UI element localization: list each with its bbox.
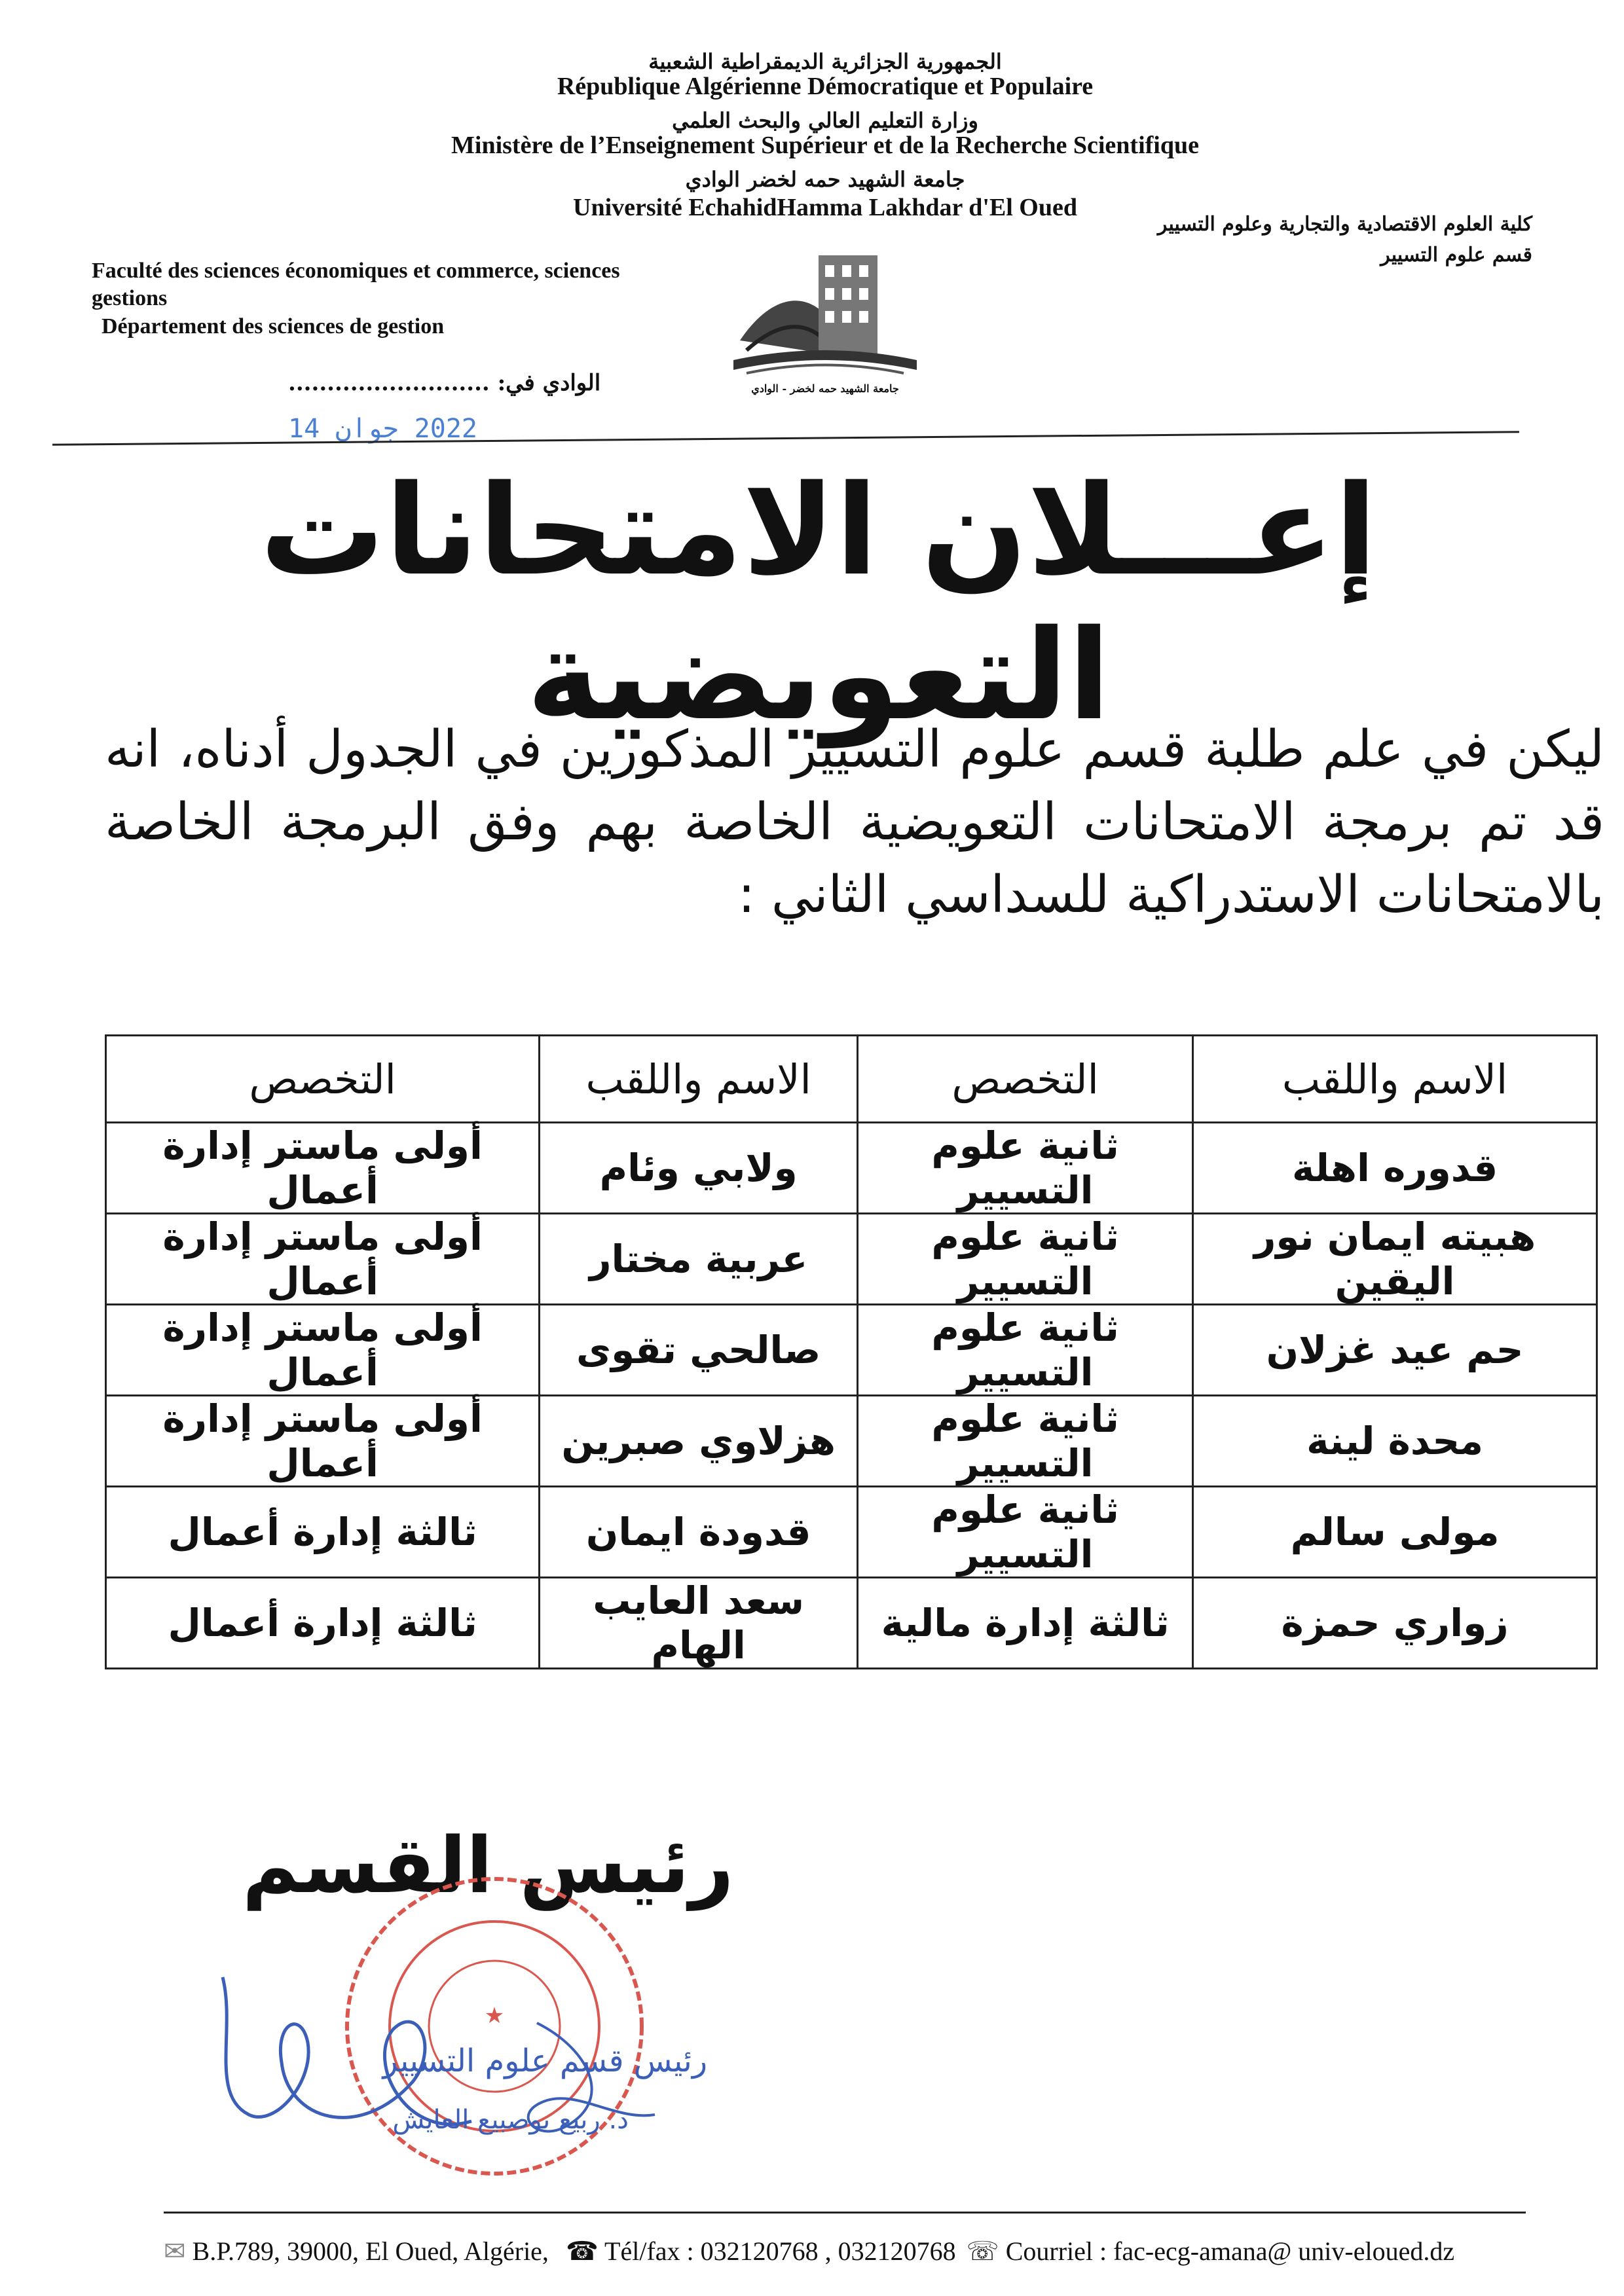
cell-name: صالحي تقوى [540,1305,858,1396]
university-logo [727,242,923,399]
header-name-1: الاسم واللقب [1193,1036,1597,1123]
signature-name-line-2: د. ربيع بوصبيع العايش [392,2105,629,2135]
footer [164,2236,1539,2267]
cell-name: مولى سالم [1193,1487,1597,1578]
header-name-2: الاسم واللقب [540,1036,858,1123]
mail-icon: ✉ [164,2236,186,2266]
header-divider [52,431,1519,446]
cell-name: قدودة ايمان [540,1487,858,1578]
date-stamp: 2022 جوان 14 [288,414,477,444]
cell-name: قدوره اهلة [1193,1123,1597,1214]
header-fr-republic: République Algérienne Démocratique et Populaire [557,73,1094,100]
phone-icon: ☎ [565,2236,599,2266]
table-row [106,1214,1597,1305]
cell-specialty: ثانية علوم التسيير [858,1305,1193,1396]
header-ar-university: جامعة الشهيد حمه لخضر الوادي [685,167,965,192]
table-row [106,1305,1597,1396]
footer-phone: Tél/fax : 032120768 , 032120768 [604,2236,956,2266]
signature-title: رئيس القسم [242,1820,734,1910]
table-row [106,1578,1597,1669]
cell-specialty: ثانية علوم التسيير [858,1487,1193,1578]
table-row [106,1487,1597,1578]
cell-name: هزلاوي صبرين [540,1396,858,1487]
header-ar-department: قسم علوم التسيير [1380,244,1532,266]
header-ar-ministry: وزارة التعليم العالي والبحث العلمي [672,108,978,133]
cell-specialty: ثالثة إدارة أعمال [106,1487,540,1578]
page-title: إعـــلان الامتحانات التعويضية [259,458,1377,748]
header-ar-faculty: كلية العلوم الاقتصادية والتجارية وعلوم التسيير [1157,213,1532,236]
cell-specialty: ثانية علوم التسيير [858,1214,1193,1305]
students-table [105,1034,1598,1669]
table-row [106,1396,1597,1487]
cell-name: سعد العايب الهام [540,1578,858,1669]
cell-specialty: أولى ماستر إدارة أعمال [106,1396,540,1487]
university-logo-icon [727,242,923,380]
header-specialty-2: التخصص [106,1036,540,1123]
svg-text:★: ★ [484,2003,505,2029]
fax-icon: ☏ [966,2236,999,2266]
cell-name: هبيته ايمان نور اليقين [1193,1214,1597,1305]
footer-divider [164,2212,1526,2214]
signature-name-line-1: رئيس قسم علوم التسيير [382,2043,707,2079]
header-fr-department: Département des sciences de gestion [101,314,445,338]
footer-email: Courriel : fac-ecg-amana@ univ-eloued.dz [1005,2236,1455,2266]
table-row [106,1123,1597,1214]
header-fr-faculty-1: Faculté des sciences économiques et commerce, sciences [92,259,620,283]
header-fr-ministry: Ministère de l’Enseignement Supérieur et de la Recherche Scientifique [451,132,1199,159]
cell-name: عربية مختار [540,1214,858,1305]
announcement-paragraph: ليكن في علم طلبة قسم علوم التسيير المذكورين في الجدول أدناه، انه قد تم برمجة الامتحانات التعويضية الخاصة بهم وفق البرمجة الخاصة بالامتحانات الاستدراكية للسداسي الثاني : [105,720,1604,924]
cell-specialty: أولى ماستر إدارة أعمال [106,1123,540,1214]
cell-specialty: ثالثة إدارة مالية [858,1578,1193,1669]
date-label: الوادي في: .......................... [288,370,601,396]
cell-name: زواري حمزة [1193,1578,1597,1669]
footer-address: B.P.789, 39000, El Oued, Algérie, [192,2236,549,2266]
cell-specialty: ثانية علوم التسيير [858,1396,1193,1487]
cell-name: ولابي وئام [540,1123,858,1214]
table-header-row [106,1036,1597,1123]
logo-caption: جامعة الشهيد حمه لخضر - الوادي [751,382,899,395]
cell-specialty: أولى ماستر إدارة أعمال [106,1305,540,1396]
header-ar-republic: الجمهورية الجزائرية الديمقراطية الشعبية [648,49,1002,74]
header-fr-faculty-2: gestions [92,286,168,310]
cell-name: محدة لينة [1193,1396,1597,1487]
header-specialty-1: التخصص [858,1036,1193,1123]
cell-specialty: ثالثة إدارة أعمال [106,1578,540,1669]
cell-specialty: أولى ماستر إدارة أعمال [106,1214,540,1305]
cell-name: حم عيد غزلان [1193,1305,1597,1396]
cell-specialty: ثانية علوم التسيير [858,1123,1193,1214]
header-fr-university: Université EchahidHamma Lakhdar d'El Oued [573,194,1077,221]
